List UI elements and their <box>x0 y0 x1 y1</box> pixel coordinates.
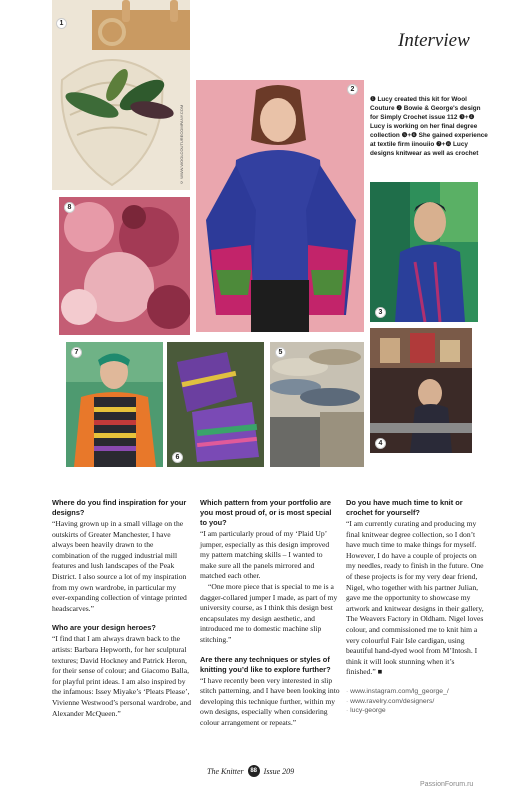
question-heading: Where do you find inspiration for your designs? <box>52 498 187 517</box>
photo-number-badge: 4 <box>375 438 386 449</box>
photo-mittens <box>167 342 264 467</box>
painting-illustration <box>370 182 478 322</box>
question-heading: Are there any techniques or styles of knitting you’d like to explore further? <box>200 654 331 674</box>
fibres-illustration <box>59 197 190 335</box>
page-footer <box>207 765 294 777</box>
ravelry-link[interactable]: · www.ravelry.com/designers/ <box>346 697 486 707</box>
model-illustration <box>196 80 364 332</box>
photo-credit: © WWW.WOOLCOUTURECOMPANY.COM <box>179 104 184 185</box>
vest-illustration <box>66 342 163 467</box>
photo-number-badge: 8 <box>64 202 75 213</box>
magazine-name: The Knitter <box>207 766 244 776</box>
photo-number-badge: 2 <box>347 84 358 95</box>
column-1 <box>52 498 192 728</box>
column-2 <box>200 498 340 738</box>
photo-number-badge: 1 <box>56 18 67 29</box>
page-number: 88 <box>248 765 260 777</box>
photo-model-jumper <box>196 80 364 332</box>
watermark: PassionForum.ru <box>420 781 474 788</box>
answer-paragraph: “I have recently been very interested in slip stitch patterning, and I have been looking into developing this technique further, within my own designs, especially when considering colour arrangement or repeats.” <box>200 675 340 727</box>
answer-paragraph: “One more piece that is special to me is a dagger-collared jumper I made, as part of my university course, as I think this design best encapsulates my design aesthetic, and introduced me to domestic machine slip stitching.” <box>200 581 338 644</box>
mittens-illustration <box>167 342 264 467</box>
photo-number-badge: 5 <box>275 347 286 358</box>
question-heading: Which pattern from your portfolio are you most proud of, or is most special to you? <box>200 498 332 527</box>
photo-pink-fibres <box>59 197 190 335</box>
photo-yarn-skeins <box>270 342 364 467</box>
photo-caption: ❶ Lucy created this kit for Wool Couture ❷ Bowie & George's design for Simply Crochet issue 112 ❸+❹ Lucy is working on her final degree collection ❺+❻ She gained experience at textile firm iinouiio ❼+❽ Lucy designs knitwear as well as crochet <box>370 96 488 157</box>
page-title: Interview <box>398 30 470 51</box>
photo-painting-figure <box>370 182 478 322</box>
yarn-illustration <box>270 342 364 467</box>
photo-number-badge: 6 <box>172 452 183 463</box>
issue-number: Issue 209 <box>263 766 295 776</box>
machine-illustration <box>370 328 472 453</box>
planter-illustration <box>52 0 190 190</box>
answer-paragraph: “I find that I am always drawn back to the artists: Barbara Hepworth, for her sculptural textures; David Hockney and Patrick Heron, for their sense of colour; and Giacomo Balla, for playful print ideas. I am also inspired by the infamous: Issey Miyake’s ‘Pleats Please’, Vivienne Westwood’s personal wardrobe, and Alexander McQueen.” <box>52 634 192 718</box>
photo-hanging-planter <box>52 0 190 190</box>
column-3 <box>346 498 486 716</box>
instagram-link[interactable]: · www.instagram.com/lg_george_/ <box>346 687 486 697</box>
photo-number-badge: 7 <box>71 347 82 358</box>
photo-number-badge: 3 <box>375 307 386 318</box>
answer-paragraph: “I am particularly proud of my ‘Plaid Up’ jumper, especially as this design improved my pattern matching skills – I wanted to make sure all the panels mirrored and matched each other. <box>200 529 330 581</box>
answer-paragraph: “Having grown up in a small village on the outskirts of Greater Manchester, I have always been heavily drawn to the combination of the rugged industrial mill features and lush landscapes of the Peak District. I also source a lot of my inspiration from my own wardrobe, in particular my ever-expanding collection of vintage printed headscarves.” <box>52 519 187 613</box>
ravelry-link-continued[interactable]: · lucy-george <box>346 706 486 716</box>
photo-striped-vest <box>66 342 163 467</box>
photo-knitting-machine <box>370 328 472 453</box>
question-heading: Do you have much time to knit or crochet for yourself? <box>346 498 463 517</box>
answer-paragraph: “I am currently curating and producing my final knitwear degree collection, so I don’t have much time to make things for myself. However, I do have a couple of projects on my needles, ready to finish in the future. One of these projects is for my very dear friend, Nigel, who together with his partner Julian, gave me the opportunity to showcase my artwork and knitwear designs in their gallery, The Weavers Factory in Oldham. Nigel loves colour, and commissioned me to knit him a very colourful Fair Isle cardigan, using beautiful hand-dyed wool from M’Intosh. I think it will look stunning when it’s finished.” ■ <box>346 519 484 677</box>
links-list <box>346 687 486 716</box>
question-heading: Who are your design heroes? <box>52 623 156 633</box>
